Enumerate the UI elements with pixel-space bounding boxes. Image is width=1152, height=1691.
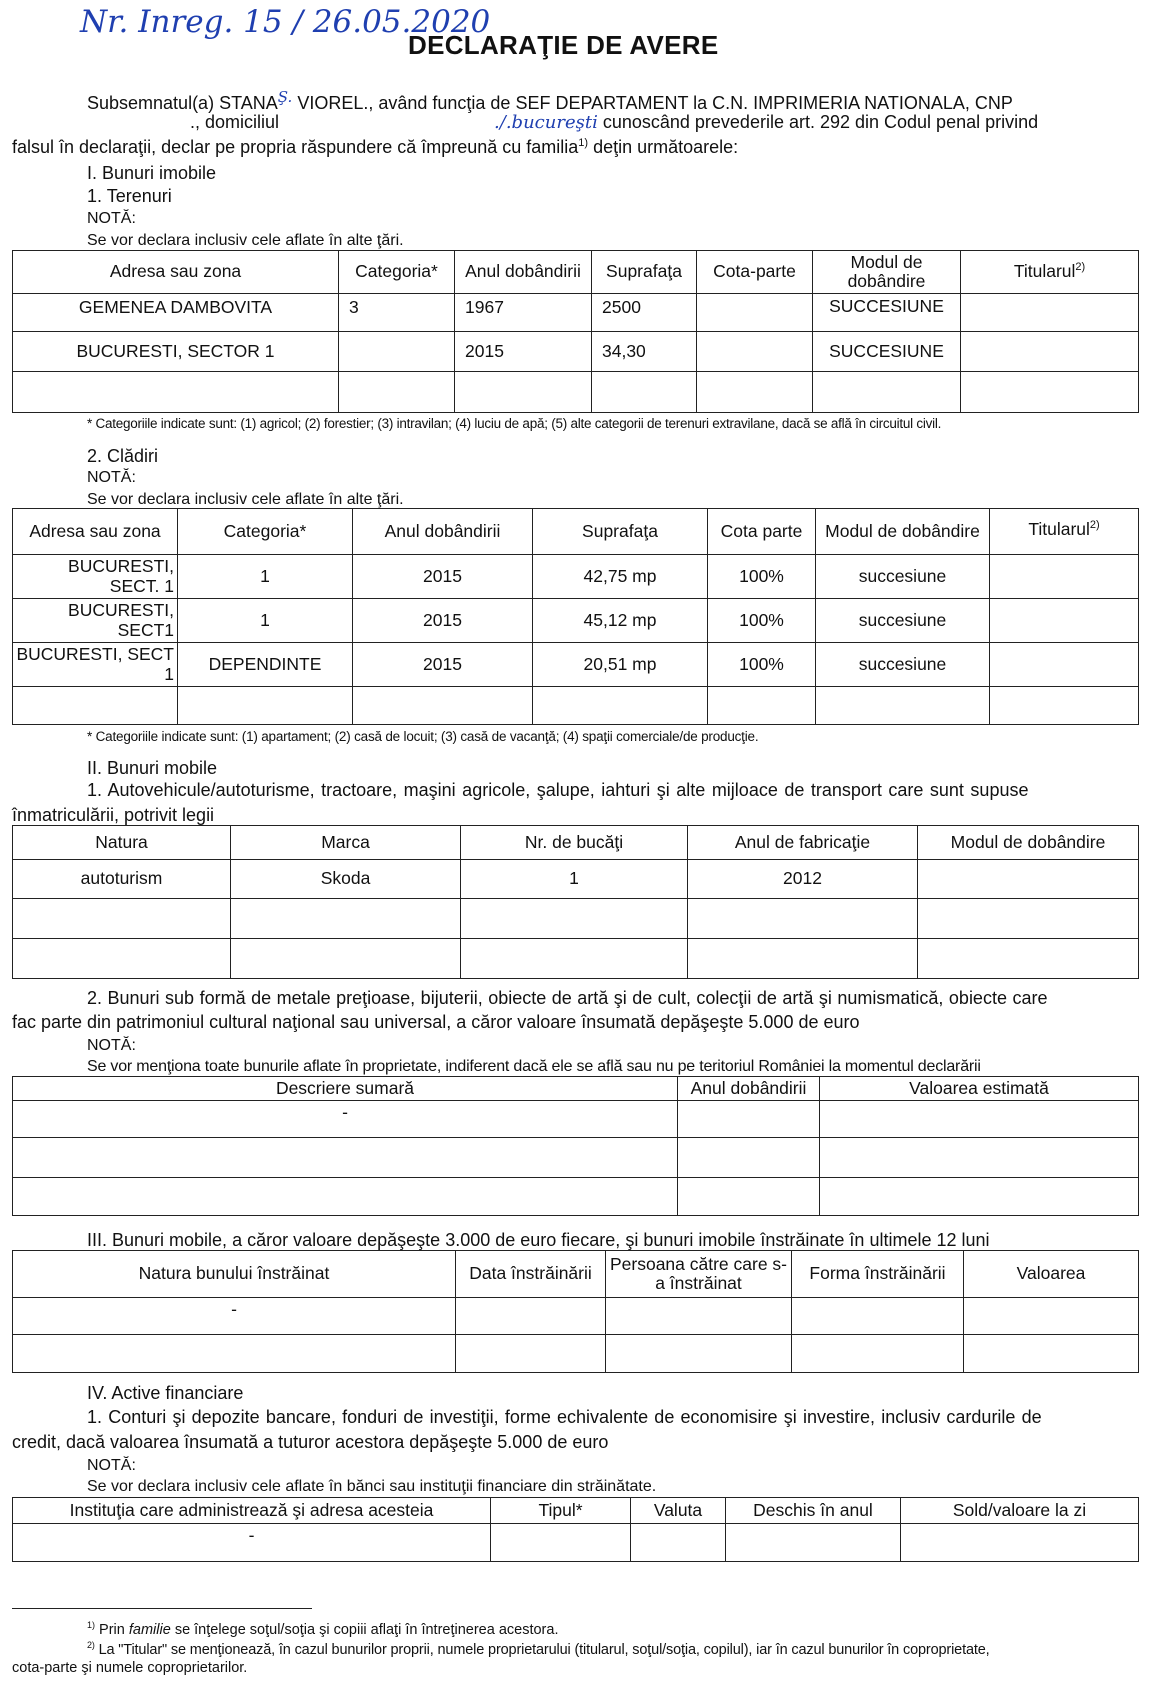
column-header: Valoarea <box>964 1251 1139 1298</box>
column-header: Marca <box>231 826 461 860</box>
note-text: Se vor declara inclusiv cele aflate în alte ţări. <box>87 491 404 508</box>
note-label: NOTĂ: <box>87 1037 136 1054</box>
column-header: Modul de dobândire <box>918 826 1139 860</box>
column-header: Anul de fabricaţie <box>688 826 918 860</box>
subsection-title-terenuri: 1. Terenuri <box>87 186 172 206</box>
column-header: Valuta <box>631 1498 726 1524</box>
table-row: BUCURESTI, SECTOR 1 2015 34,30 SUCCESIUNE <box>13 332 1139 372</box>
table-header-row <box>13 1251 1139 1298</box>
column-header: Deschis în anul <box>726 1498 901 1524</box>
column-header: Titularul$^{2)}$ <box>990 509 1139 555</box>
section-title-bunuri-mobile: II. Bunuri mobile <box>87 758 218 778</box>
table-header-row <box>13 826 1139 860</box>
cladiri-table <box>12 508 1139 725</box>
table-row: autoturism Skoda 1 2012 <box>13 860 1139 899</box>
table-row: - <box>13 1524 1139 1562</box>
column-header: Forma înstrăinării <box>792 1251 964 1298</box>
registration-number: Nr. Inreg. 15 / 26.05.2020 <box>80 4 491 40</box>
table-row: - <box>13 1298 1139 1335</box>
footnote-1: $^{1)}$ Prin familie se înţelege soţul/soţia şi copiii aflaţi în întreţinerea acestora. <box>87 1620 559 1638</box>
column-header: Cota parte <box>708 509 816 555</box>
section-title-bunuri-imobile: I. Bunuri imobile <box>87 163 217 183</box>
note-label: NOTĂ: <box>87 469 136 486</box>
footnote-2-line-2: cota-parte şi numele coproprietarilor. <box>12 1660 248 1676</box>
section-title-active-financiare: IV. Active financiare <box>87 1383 244 1403</box>
section-title-instrainate: III. Bunuri mobile, a căror valoare depăşeşte 3.000 de euro fiecare, şi bunuri imobile înstrăinate în ultimele 12 luni <box>87 1230 990 1250</box>
note-label: NOTĂ: <box>87 1457 136 1474</box>
table-header-row <box>13 1077 1139 1101</box>
valuables-table <box>12 1076 1139 1216</box>
column-header: Titularul$^{2)}$ <box>961 251 1139 294</box>
column-header: Suprafaţa <box>592 251 697 294</box>
footnote-separator <box>12 1608 312 1609</box>
table-header-row <box>13 251 1139 294</box>
table-row: BUCURESTI, SECT. 1 1 2015 42,75 mp 100% succesiune <box>13 555 1139 599</box>
column-header: Instituţia care administrează şi adresa acesteia <box>13 1498 491 1524</box>
column-header: Cota-parte <box>697 251 813 294</box>
valuables-para-line-2: fac parte din patrimoniul cultural naţional sau universal, a căror valoare însumată depăşeşte 5.000 de euro <box>12 1012 860 1032</box>
column-header: Natura bunului înstrăinat <box>13 1251 456 1298</box>
table-row <box>13 1335 1139 1373</box>
table-row <box>13 372 1139 413</box>
column-header: Descriere sumară <box>13 1077 678 1101</box>
column-header: Persoana către care s-a înstrăinat <box>606 1251 792 1298</box>
document-title: DECLARAŢIE DE AVERE <box>408 30 719 60</box>
valuables-para-line-1: 2. Bunuri sub formă de metale preţioase, bijuterii, obiecte de artă şi de cult, colecţii de artă şi numismatică, obiecte care <box>87 988 1048 1008</box>
column-header: Sold/valoare la zi <box>901 1498 1139 1524</box>
column-header: Modul de dobândire <box>816 509 990 555</box>
footnote-2-line-1: $^{2)}$ La "Titular" se menţionează, în cazul bunurilor proprii, numele proprietarului (titularul, soţul/soţia, copilul), iar în cazul bunurilor în coproprietate, <box>87 1640 990 1658</box>
column-header: Anul dobândirii <box>455 251 592 294</box>
column-header: Adresa sau zona <box>13 251 339 294</box>
table-row <box>13 1138 1139 1178</box>
column-header: Anul dobândirii <box>678 1077 820 1101</box>
column-header: Adresa sau zona <box>13 509 178 555</box>
table-row <box>13 1178 1139 1216</box>
intro-line-1: Subsemnatul(a) $STANA^{Ş.}$ VIOREL., având funcţia de SEF DEPARTAMENT la C.N. IMPRIMERIA NATIONALA, CNP <box>87 88 1013 113</box>
column-header: Categoria* <box>178 509 353 555</box>
table-row <box>13 939 1139 979</box>
terenuri-table <box>12 250 1139 413</box>
note-text: Se vor declara inclusiv cele aflate în alte ţări. <box>87 232 404 249</box>
table-row <box>13 899 1139 939</box>
table-row <box>13 687 1139 725</box>
intro-domicile-handwritten: ./.bucureşti <box>494 112 598 133</box>
cladiri-footnote: * Categoriile indicate sunt: (1) apartament; (2) casă de locuit; (3) casă de vacanţă; (4) spaţii comerciale/de producţie. <box>87 729 759 744</box>
table-row: BUCURESTI, SECT 1 DEPENDINTE 2015 20,51 mp 100% succesiune <box>13 643 1139 687</box>
table-row: GEMENEA DAMBOVITA 3 1967 2500 SUCCESIUNE <box>13 294 1139 332</box>
note-text: Se vor menţiona toate bunurile aflate în proprietate, indiferent dacă ele se află sau nu pe teritoriul României la momentul declarării <box>87 1058 981 1075</box>
table-row: BUCURESTI, SECT1 1 2015 45,12 mp 100% succesiune <box>13 599 1139 643</box>
instrainate-table <box>12 1250 1139 1373</box>
table-header-row <box>13 509 1139 555</box>
intro-initial-handwritten: Ş. <box>277 88 293 106</box>
column-header: Anul dobândirii <box>353 509 533 555</box>
column-header: Nr. de bucăţi <box>461 826 688 860</box>
terenuri-footnote: * Categoriile indicate sunt: (1) agricol; (2) forestier; (3) intravilan; (4) luciu de apă; (5) alte categorii de terenuri extravilane, dacă se află în circuitul civil. <box>87 416 942 431</box>
column-header: Suprafaţa <box>533 509 708 555</box>
accounts-para-line-1: 1. Conturi şi depozite bancare, fonduri de investiţii, forme echivalente de economisire şi investire, inclusiv cardurile de <box>87 1407 1042 1427</box>
column-header: Valoarea estimată <box>820 1077 1139 1101</box>
subsection-title-cladiri: 2. Clădiri <box>87 446 159 466</box>
table-header-row <box>13 1498 1139 1524</box>
column-header: Data înstrăinării <box>456 1251 606 1298</box>
accounts-para-line-2: credit, dacă valoarea însumată a tuturor acestora depăşeşte 5.000 de euro <box>12 1432 609 1452</box>
intro-line-3: falsul în declaraţii, declar pe propria răspundere că împreună cu familia$^{1)}$ deţin următoarele: <box>12 137 739 157</box>
note-text: Se vor declara inclusiv cele aflate în bănci sau instituţii financiare din străinătate. <box>87 1478 657 1495</box>
note-label: NOTĂ: <box>87 210 136 227</box>
vehicles-para-line-2: înmatriculării, potrivit legii <box>12 805 215 825</box>
vehicles-para-line-1: 1. Autovehicule/autoturisme, tractoare, maşini agricole, şalupe, iahturi şi alte mijloace de transport care sunt supuse <box>87 780 1029 800</box>
column-header: Categoria* <box>339 251 455 294</box>
table-row: - <box>13 1101 1139 1138</box>
column-header: Modul de dobândire <box>813 251 961 294</box>
accounts-table <box>12 1497 1139 1562</box>
column-header: Tipul* <box>491 1498 631 1524</box>
column-header: Natura <box>13 826 231 860</box>
autovehicule-table <box>12 825 1139 979</box>
intro-line-2: ., domiciliul ./.bucureşti cunoscând prevederile art. 292 din Codul penal privind <box>190 112 1039 133</box>
